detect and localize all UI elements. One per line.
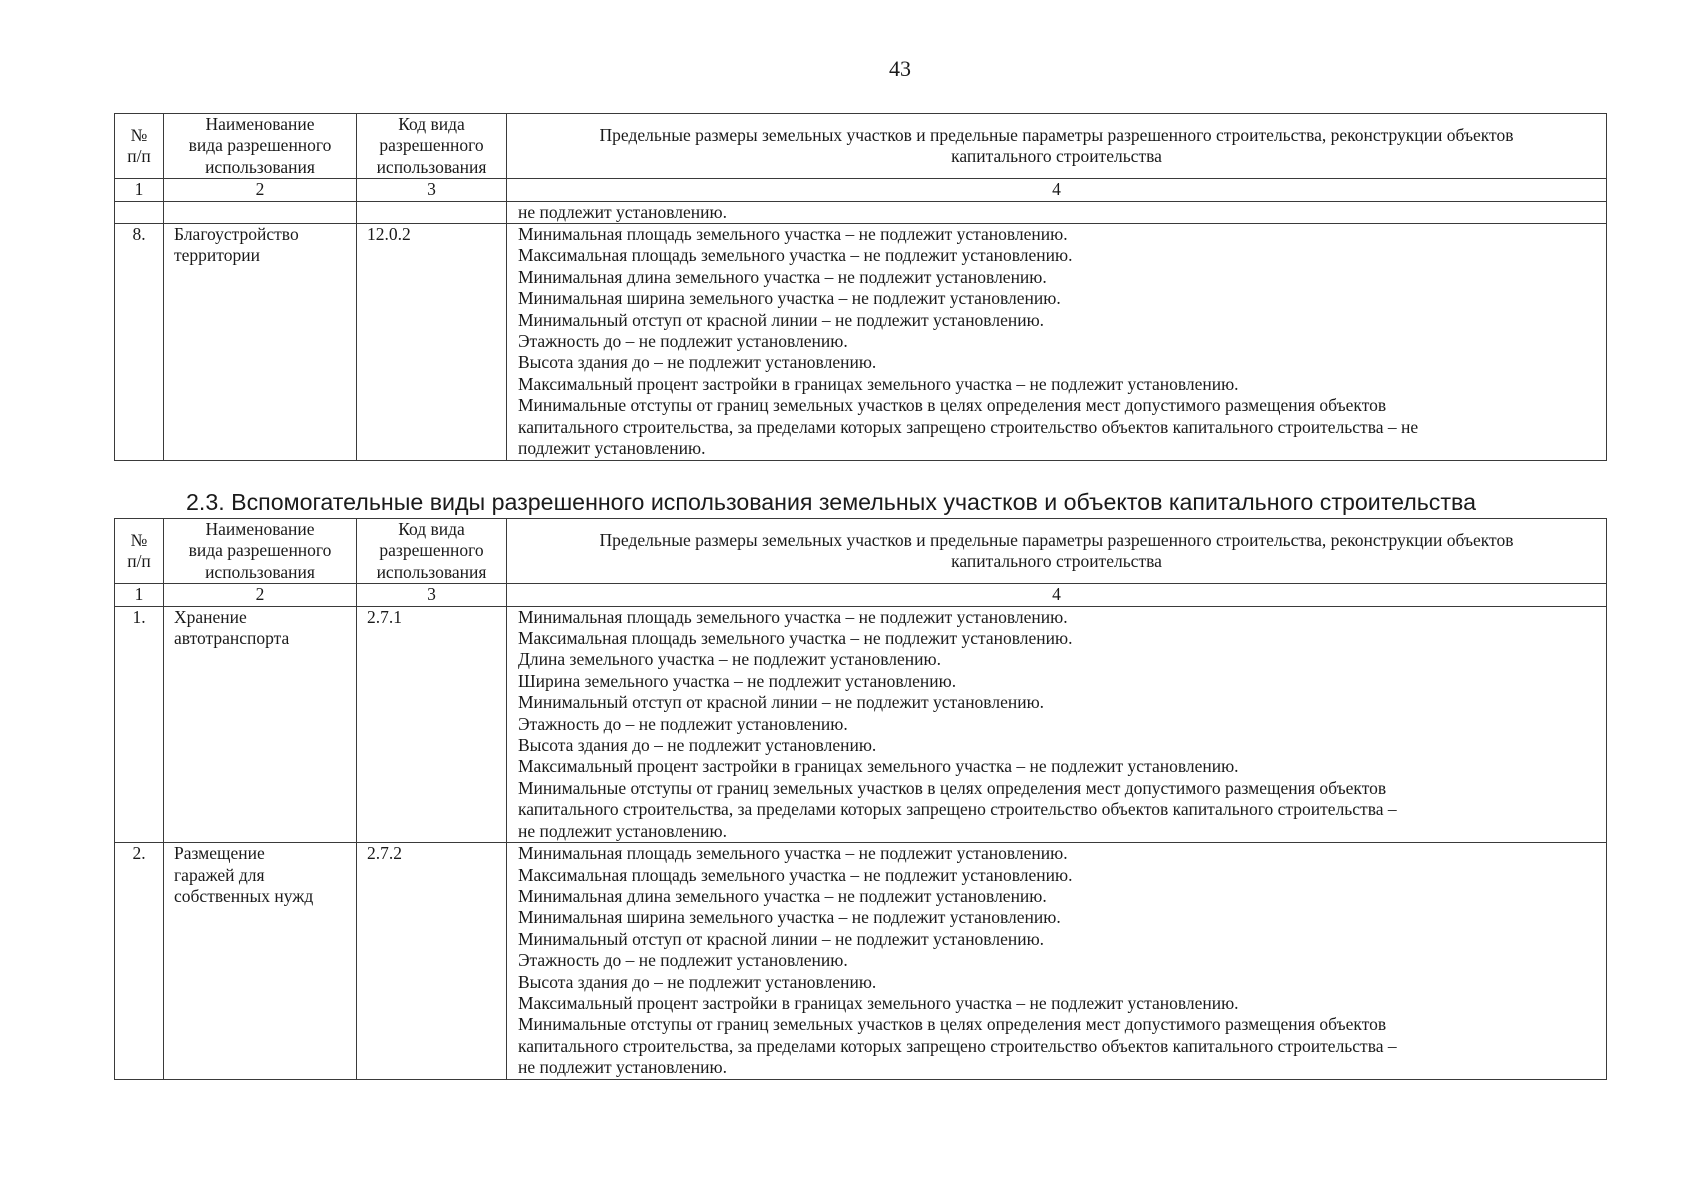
auxiliary-uses-table [114,518,1607,1080]
header-number: № п/п [115,519,164,584]
use-code: 12.0.2 [357,224,507,460]
use-parameters: Минимальная площадь земельного участка – не подлежит установлению. Максимальная площадь земельного участка – не подлежит установлению. Длина земельного участка – не подлежит установлению. Ширина земельного участка – не подлежит установлению. Минимальный отступ от красной линии – не подлежит установлению. Этажность до – не подлежит установлению. Высота здания до – не подлежит установлению. Максимальный процент застройки в границах земельного участка – не подлежит установлению. Минимальные отступы от границ земельных участков в целях определения мест допустимого размещения объектов капитального строительства, за пределами которых запрещено строительство объектов капитального строительства – не подлежит установлению. [507,606,1607,842]
table-row [115,606,1607,842]
header-parameters: Предельные размеры земельных участков и предельные параметры разрешенного строительства, реконструкции объектов капитального строительства [507,519,1607,584]
row-number: 8. [115,224,164,460]
column-numbers-row: 1 2 3 4 [115,179,1607,201]
header-use-name: Наименование вида разрешенного использования [164,114,357,179]
header-parameters: Предельные размеры земельных участков и предельные параметры разрешенного строительства, реконструкции объектов капитального строительства [507,114,1607,179]
table-header-row [115,519,1607,584]
regulations-table-continued [114,113,1607,461]
table-row [115,224,1607,460]
continuation-cell: не подлежит установлению. [507,201,1607,223]
use-name: Благоустройство территории [164,224,357,460]
header-use-name: Наименование вида разрешенного использования [164,519,357,584]
table-row [115,201,1607,223]
table-row [115,843,1607,1079]
use-parameters: Минимальная площадь земельного участка – не подлежит установлению. Максимальная площадь земельного участка – не подлежит установлению. Минимальная длина земельного участка – не подлежит установлению. Минимальная ширина земельного участка – не подлежит установлению. Минимальный отступ от красной линии – не подлежит установлению. Этажность до – не подлежит установлению. Высота здания до – не подлежит установлению. Максимальный процент застройки в границах земельного участка – не подлежит установлению. Минимальные отступы от границ земельных участков в целях определения мест допустимого размещения объектов капитального строительства, за пределами которых запрещено строительство объектов капитального строительства – не подлежит установлению. [507,224,1607,460]
use-code: 2.7.1 [357,606,507,842]
row-number: 2. [115,843,164,1079]
header-use-code: Код вида разрешенного использования [357,114,507,179]
row-number: 1. [115,606,164,842]
use-parameters: Минимальная площадь земельного участка – не подлежит установлению. Максимальная площадь земельного участка – не подлежит установлению. Минимальная длина земельного участка – не подлежит установлению. Минимальная ширина земельного участка – не подлежит установлению. Минимальный отступ от красной линии – не подлежит установлению. Этажность до – не подлежит установлению. Высота здания до – не подлежит установлению. Максимальный процент застройки в границах земельного участка – не подлежит установлению. Минимальные отступы от границ земельных участков в целях определения мест допустимого размещения объектов капитального строительства, за пределами которых запрещено строительство объектов капитального строительства – не подлежит установлению. [507,843,1607,1079]
header-number: № п/п [115,114,164,179]
header-use-code: Код вида разрешенного использования [357,519,507,584]
table-header-row [115,114,1607,179]
use-name: Хранение автотранспорта [164,606,357,842]
section-heading: 2.3. Вспомогательные виды разрешенного использования земельных участков и объектов капитального строительства [186,489,1476,515]
page-number: 43 [889,56,911,81]
use-name: Размещение гаражей для собственных нужд [164,843,357,1079]
column-numbers-row: 1 2 3 4 [115,584,1607,606]
use-code: 2.7.2 [357,843,507,1079]
